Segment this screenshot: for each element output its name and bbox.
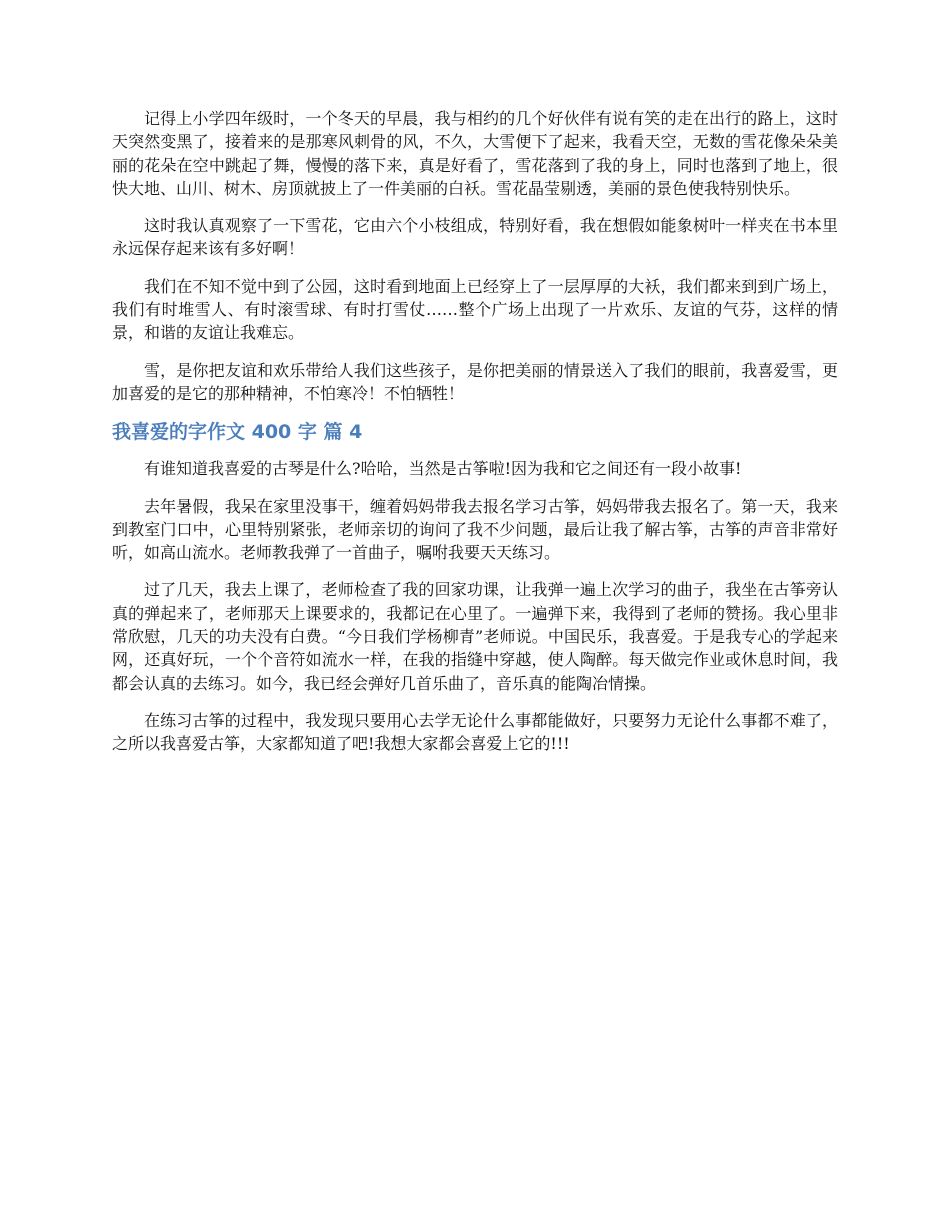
paragraph: 有谁知道我喜爱的古琴是什么?哈哈，当然是古筝啦!因为我和它之间还有一段小故事! (144, 459, 742, 479)
paragraph: 这时我认真观察了一下雪花，它由六个小枝组成，特别好看，我在想假如能象树叶一样夹在书本里永远保存起来该有多好啊！ (112, 216, 838, 259)
section-heading: 我喜爱的字作文 400 字 篇 4 (112, 421, 363, 444)
section-guzheng (112, 457, 838, 755)
paragraph: 去年暑假，我呆在家里没事干，缠着妈妈带我去报名学习古筝，妈妈带我去报名了。第一天，我来到教室门口中，心里特别紧张，老师亲切的询问了我不少问题，最后让我了解古筝，古筝的声音非常好听，如高山流水。老师教我弹了一首曲子，嘱咐我要天天练习。 (112, 496, 838, 563)
paragraph: 我们在不知不觉中到了公园，这时看到地面上已经穿上了一层厚厚的大袄，我们都来到到广场上，我们有时堆雪人、有时滚雪球、有时打雪仗……整个广场上出现了一片欢乐、友谊的气芬，这样的情景，和谐的友谊让我难忘。 (112, 276, 838, 343)
paragraph: 记得上小学四年级时，一个冬天的早晨，我与相约的几个好伙伴有说有笑的走在出行的路上，这时天突然变黑了，接着来的是那寒风刺骨的风，不久，大雪便下了起来，我看天空，无数的雪花像朵朵美丽的花朵在空中跳起了舞，慢慢的落下来，真是好看了，雪花落到了我的身上，同时也落到了地上，很快大地、山川、树木、房顶就披上了一件美丽的白袄。雪花晶莹剔透，美丽的景色使我特别快乐。 (112, 109, 838, 198)
paragraph: 过了几天，我去上课了，老师检查了我的回家功课，让我弹一遍上次学习的曲子，我坐在古筝旁认真的弹起来了，老师那天上课要求的，我都记在心里了。一遍弹下来，我得到了老师的赞扬。我心里非常欣慰，几天的功夫没有白费。“今日我们学杨柳青”老师说。中国民乐，我喜爱。于是我专心的学起来网，还真好玩，一个个音符如流水一样，在我的指缝中穿越，使人陶醉。每天做完作业或休息时间，我都会认真的去练习。如今，我已经会弹好几首乐曲了，音乐真的能陶冶情操。 (112, 580, 838, 693)
section-snow (112, 107, 838, 405)
paragraph: 在练习古筝的过程中，我发现只要用心去学无论什么事都能做好，只要努力无论什么事都不难了，之所以我喜爱古筝，大家都知道了吧!我想大家都会喜爱上它的!!! (112, 710, 838, 754)
paragraph: 雪，是你把友谊和欢乐带给人我们这些孩子，是你把美丽的情景送入了我们的眼前，我喜爱雪，更加喜爱的是它的那种精神，不怕寒冷！不怕牺牲！ (112, 360, 838, 403)
document-page (112, 107, 838, 770)
